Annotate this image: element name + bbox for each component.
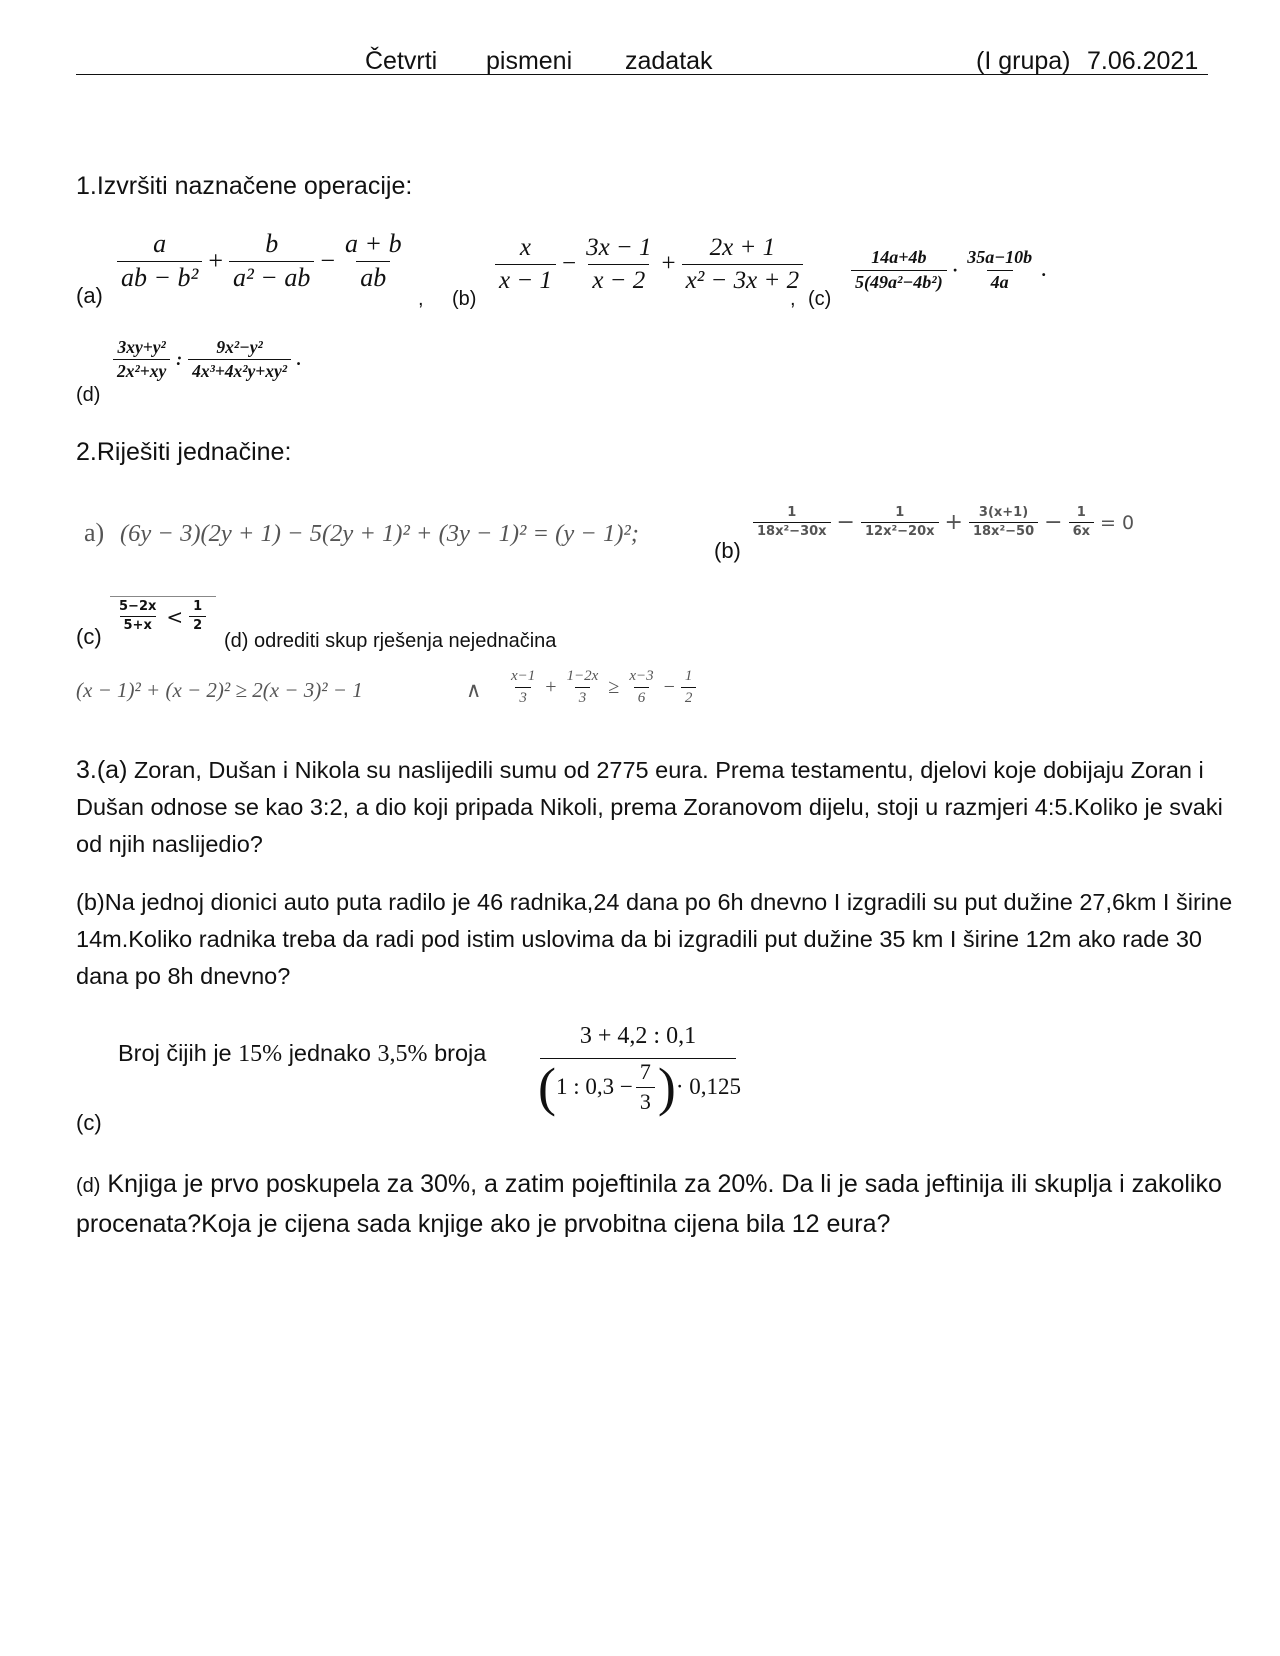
denominator: ab − b² [117,261,202,293]
numerator: 7 [639,1059,651,1085]
task3-d-text: Knjiga je prvo poskupela za 30%, a zatim pojeftinila za 20%. Da li je sada jeftinija ili skuplja i zakoliko procenata?Koja je cijena sada knjige ako je prvobitna cijena bila 12 eura? [76,1170,1222,1238]
task3-c-sentence [118,1040,486,1068]
task1-heading: 1.Izvršiti naznačene operacije: [76,172,413,200]
fraction [495,234,556,294]
numerator: x−3 [629,668,654,684]
denominator: x² − 3x + 2 [682,264,803,295]
header-date: 7.06.2021 [1087,47,1199,75]
numerator: 5−2x [119,599,157,614]
task3-b-paragraph: (b)Na jednoj dionici auto puta radilo je 46 radnika,24 dana po 6h dnevno I izgradili su put dužine 27,6km I širine 14m.Koliko radnika treba da radi pod istim uslovima da bi izgradili put dužine 35 km I širine 12m ako rade 30 dana po 8h dnevno? [76,889,1233,989]
denominator: 6x [1069,522,1094,539]
numerator: 3x − 1 [586,234,652,261]
denominator: x − 1 [495,264,556,295]
equals-zero: = 0 [1100,511,1135,534]
task3-c-text-2: jednako [288,1040,372,1066]
task3-c-percent-2: 3,5% [377,1041,428,1067]
task2-a-label: a) [84,518,105,547]
task2-b-label: (b) [714,538,741,563]
fraction [851,248,947,293]
fraction [963,248,1036,293]
left-paren: ( [538,1057,556,1117]
fraction [115,600,160,634]
denominator: 2 [189,616,206,633]
operator: · [952,259,958,280]
task3-c-percent-1: 15% [238,1041,283,1067]
right-paren: ) [657,1057,676,1117]
task3-c-numerator: 3 + 4,2 : 0,1 [579,1023,697,1049]
denominator: 4a [987,270,1013,293]
header-group: (I grupa) [976,47,1071,75]
denominator: 3 [636,1087,655,1114]
task1-b-label: (b) [452,288,477,310]
task3-a-prefix: 3.(a) [76,756,128,784]
task1-a-label: (a) [76,283,103,308]
task3-d-prefix: (d) [76,1175,101,1197]
numerator: 3xy+y² [117,337,166,357]
trailing-dot: . [1042,259,1047,280]
operator: − [663,675,675,698]
title-word-1: Četvrti [365,47,438,75]
denominator: 4x³+4x²y+xy² [188,359,291,381]
denominator: 3 [575,687,591,707]
operator: − [1044,510,1063,536]
relation: < [166,604,184,629]
task3-d-paragraph [76,1165,1236,1243]
relation: ≥ [608,675,620,698]
trailing-dot: . [297,349,302,370]
denominator: 3 [515,687,531,707]
numerator: b [265,229,279,258]
task2-a-equation: (6y − 3)(2y + 1) − 5(2y + 1)² + (3y − 1)² = (y − 1)²; [120,520,639,547]
denominator: 12x²−20x [861,522,939,539]
fraction [113,338,170,382]
task1-c-label: (c) [808,288,832,310]
fraction [861,506,939,540]
task3-c-label: (c) [76,1110,102,1135]
task3-c-text-3: broja [434,1040,487,1066]
task3-c-den-right: · 0,125 [675,1074,742,1099]
task3-c-denominator [538,1057,742,1117]
numerator: x−1 [511,668,536,684]
numerator: 2x + 1 [709,234,776,261]
numerator: 3(x+1) [978,505,1029,520]
fraction [188,338,291,382]
numerator: a [153,229,167,258]
numerator: 1 [787,505,797,520]
numerator: 1−2x [566,668,599,684]
fraction [636,1060,655,1113]
task2-d-inequality-1: (x − 1)² + (x − 2)² ≥ 2(x − 3)² − 1 [76,678,363,702]
task3-a-text: Zoran, Dušan i Nikola su naslijedili sumu od 2775 eura. Prema testamentu, djelovi koje dobijaju Zoran i Dušan odnose se kao 3:2, a dio koji pripada Nikoli, prema Zoranovom dijelu, stoji u razmjeri 4:5.Koliko je svaki od njih naslijedio? [76,757,1223,857]
conjunction-symbol: ∧ [466,678,482,702]
denominator: 6 [634,687,650,707]
denominator: 2x²+xy [113,359,170,381]
task3-c-den-left: 1 : 0,3 − [555,1074,633,1099]
numerator: 1 [684,668,693,684]
operator: + [545,675,557,698]
task2-c-label: (c) [76,624,102,649]
denominator: 5+x [120,616,156,633]
task1-d-expression [110,338,304,382]
fraction [117,230,202,292]
task1-d-label: (d) [76,384,101,406]
numerator: 1 [193,599,203,614]
operator: − [561,250,577,277]
task1-b-trail: , [790,288,796,310]
fraction [753,506,831,540]
operator: − [320,246,336,276]
operator: + [208,246,224,276]
task2-c-overline [110,596,216,597]
operator: + [944,510,963,536]
task2-d-label: (d) odrediti skup rješenja nejednačina [224,630,557,652]
denominator: a² − ab [229,261,314,293]
fraction [189,600,206,634]
task1-b-expression [492,234,806,294]
denominator: ab [356,261,390,293]
operator: − [836,510,855,536]
denominator: 18x²−50 [969,522,1038,539]
denominator: 18x²−30x [753,522,831,539]
task1-a-trail: , [418,288,424,310]
numerator: 1 [895,505,905,520]
task1-a-expression [114,230,409,292]
fraction [682,234,803,294]
task3-a-paragraph [76,752,1236,863]
fraction [563,668,603,706]
task2-heading: 2.Riješiti jednačine: [76,438,292,466]
denominator: x − 2 [588,264,649,295]
numerator: x [519,234,532,261]
title-word-3: zadatak [625,47,713,75]
fraction [341,230,406,292]
fraction [1069,506,1094,540]
task2-c-expression [112,600,209,634]
task1-c-expression [848,248,1050,293]
task3-c-text-1: Broj čijih je [118,1040,232,1066]
operator: : [176,349,183,370]
numerator: 14a+4b [871,247,927,267]
numerator: 35a−10b [967,247,1033,267]
fraction [681,668,697,706]
task2-b-expression [750,506,1137,540]
numerator: 1 [1076,505,1086,520]
task3-c-fraction-bar [540,1058,736,1059]
denominator: 2 [681,687,697,707]
numerator: a + b [345,229,402,258]
operator: + [661,250,676,277]
fraction [969,506,1038,540]
denominator: 5(49a²−4b²) [851,270,947,293]
title-word-2: pismeni [486,47,573,75]
fraction [582,234,655,294]
fraction [625,668,657,706]
fraction [229,230,314,292]
task2-d-inequality-2 [504,668,699,706]
numerator: 9x²−y² [216,337,263,357]
fraction [507,668,539,706]
